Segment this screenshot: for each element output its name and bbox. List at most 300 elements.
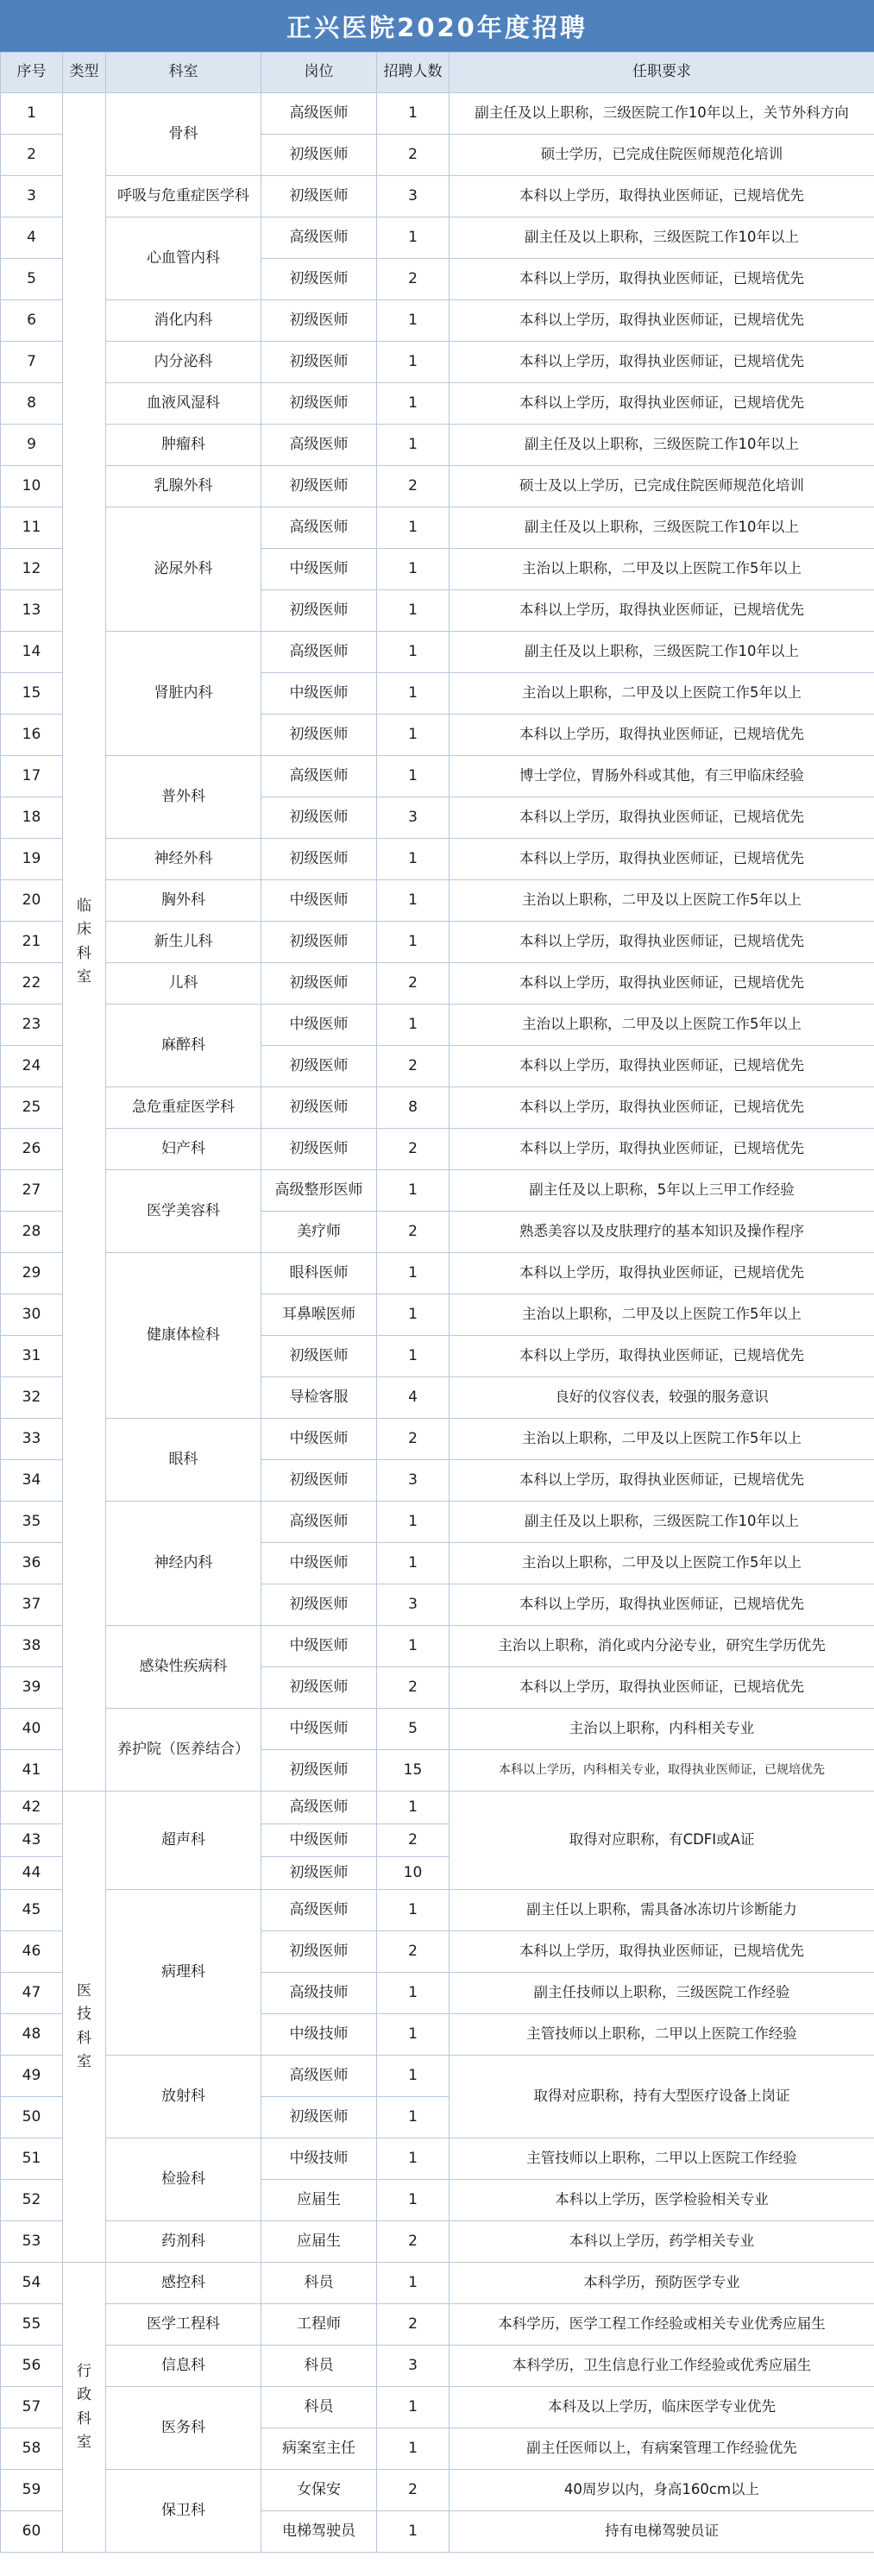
row-count: 1	[377, 2511, 450, 2553]
row-position: 中级医师	[261, 549, 377, 590]
row-count: 1	[377, 383, 450, 425]
row-position: 初级医师	[261, 1046, 377, 1087]
row-count: 1	[377, 425, 450, 466]
table-row	[1, 507, 874, 549]
row-seq: 25	[1, 1087, 63, 1129]
row-dept: 保卫科	[106, 2470, 261, 2553]
row-position: 初级医师	[261, 1129, 377, 1170]
row-count: 1	[377, 93, 450, 135]
row-dept: 超声科	[106, 1792, 261, 1890]
table-header-row	[1, 53, 874, 93]
row-requirements: 本科以上学历，取得执业医师证，已规培优先	[450, 797, 874, 839]
row-requirements: 副主任及以上职称，三级医院工作10年以上	[450, 217, 874, 259]
table-row	[1, 1792, 874, 1824]
row-position: 中级技师	[261, 2138, 377, 2180]
row-seq: 22	[1, 963, 63, 1005]
row-requirements: 副主任及以上职称，5年以上三甲工作经验	[450, 1170, 874, 1212]
row-dept: 神经内科	[106, 1502, 261, 1626]
row-seq: 20	[1, 880, 63, 922]
row-requirements: 副主任以上职称，需具备冰冻切片诊断能力	[450, 1890, 874, 1931]
row-position: 高级医师	[261, 756, 377, 797]
row-requirements: 40周岁以内，身高160cm以上	[450, 2470, 874, 2511]
row-count: 2	[377, 963, 450, 1005]
row-requirements: 主治以上职称，二甲及以上医院工作5年以上	[450, 1005, 874, 1046]
table-row	[1, 1087, 874, 1129]
row-dept: 内分泌科	[106, 342, 261, 383]
row-seq: 17	[1, 756, 63, 797]
table-row	[1, 466, 874, 507]
row-seq: 9	[1, 425, 63, 466]
row-requirements: 本科以上学历，取得执业医师证，已规培优先	[450, 1667, 874, 1709]
row-count: 15	[377, 1750, 450, 1792]
row-dept: 心血管内科	[106, 217, 261, 300]
row-count: 10	[377, 1857, 450, 1890]
row-dept: 妇产科	[106, 1129, 261, 1170]
row-requirements: 主管技师以上职称，二甲以上医院工作经验	[450, 2138, 874, 2180]
table-row	[1, 922, 874, 963]
row-seq: 26	[1, 1129, 63, 1170]
table-row	[1, 342, 874, 383]
row-requirements: 主治以上职称，二甲及以上医院工作5年以上	[450, 880, 874, 922]
header-position: 岗位	[261, 53, 377, 93]
row-requirements: 取得对应职称，有CDFI或A证	[450, 1792, 874, 1890]
row-count: 1	[377, 1502, 450, 1543]
row-count: 1	[377, 2387, 450, 2428]
row-seq: 54	[1, 2263, 63, 2304]
row-seq: 15	[1, 673, 63, 715]
table-row	[1, 1502, 874, 1543]
table-row	[1, 93, 874, 135]
row-position: 耳鼻喉医师	[261, 1294, 377, 1336]
row-position: 中级医师	[261, 1005, 377, 1046]
table-row	[1, 2346, 874, 2387]
row-dept: 医学美容科	[106, 1170, 261, 1253]
row-dept: 儿科	[106, 963, 261, 1005]
row-count: 1	[377, 217, 450, 259]
row-seq: 16	[1, 715, 63, 756]
row-requirements: 主治以上职称，二甲及以上医院工作5年以上	[450, 1294, 874, 1336]
row-requirements: 博士学位，胃肠外科或其他，有三甲临床经验	[450, 756, 874, 797]
row-count: 1	[377, 1792, 450, 1824]
row-position: 初级医师	[261, 383, 377, 425]
row-requirements: 本科以上学历，取得执业医师证，已规培优先	[450, 590, 874, 632]
row-seq: 3	[1, 176, 63, 217]
row-count: 2	[377, 2221, 450, 2263]
table-row	[1, 176, 874, 217]
row-requirements: 本科以上学历，取得执业医师证，已规培优先	[450, 839, 874, 880]
row-seq: 24	[1, 1046, 63, 1087]
row-dept: 新生儿科	[106, 922, 261, 963]
row-requirements: 本科以上学历，取得执业医师证，已规培优先	[450, 922, 874, 963]
table-row	[1, 2263, 874, 2304]
row-seq: 12	[1, 549, 63, 590]
table-row	[1, 1129, 874, 1170]
table-row	[1, 300, 874, 342]
row-seq: 32	[1, 1377, 63, 1419]
row-count: 2	[377, 1419, 450, 1460]
table-row	[1, 632, 874, 673]
row-position: 工程师	[261, 2304, 377, 2346]
row-dept: 消化内科	[106, 300, 261, 342]
row-count: 1	[377, 1890, 450, 1931]
row-seq: 58	[1, 2428, 63, 2470]
row-seq: 5	[1, 259, 63, 300]
row-dept: 病理科	[106, 1890, 261, 2056]
row-position: 初级医师	[261, 797, 377, 839]
row-position: 电梯驾驶员	[261, 2511, 377, 2553]
row-category: 行政科室	[63, 2263, 106, 2553]
row-position: 中级医师	[261, 880, 377, 922]
row-seq: 6	[1, 300, 63, 342]
row-requirements: 本科以上学历，内科相关专业，取得执业医师证，已规培优先	[450, 1750, 874, 1792]
row-seq: 45	[1, 1890, 63, 1931]
row-position: 初级医师	[261, 1750, 377, 1792]
row-count: 1	[377, 1543, 450, 1584]
table-row	[1, 1170, 874, 1212]
row-count: 1	[377, 1973, 450, 2014]
row-position: 初级医师	[261, 300, 377, 342]
table-row	[1, 1890, 874, 1931]
row-position: 初级医师	[261, 1667, 377, 1709]
table-row	[1, 1419, 874, 1460]
table-row	[1, 1709, 874, 1750]
table-row	[1, 2470, 874, 2511]
row-requirements: 副主任技师以上职称，三级医院工作经验	[450, 1973, 874, 2014]
row-requirements: 熟悉美容以及皮肤理疗的基本知识及操作程序	[450, 1212, 874, 1253]
row-seq: 14	[1, 632, 63, 673]
row-seq: 23	[1, 1005, 63, 1046]
row-position: 高级医师	[261, 507, 377, 549]
row-count: 2	[377, 466, 450, 507]
row-position: 科员	[261, 2387, 377, 2428]
row-count: 1	[377, 342, 450, 383]
table-row	[1, 963, 874, 1005]
row-dept: 急危重症医学科	[106, 1087, 261, 1129]
row-count: 1	[377, 507, 450, 549]
table-row	[1, 217, 874, 259]
row-seq: 10	[1, 466, 63, 507]
row-position: 初级医师	[261, 2097, 377, 2138]
row-seq: 39	[1, 1667, 63, 1709]
table-row	[1, 2304, 874, 2346]
row-count: 2	[377, 1046, 450, 1087]
row-count: 3	[377, 797, 450, 839]
row-count: 1	[377, 1626, 450, 1667]
table-row	[1, 383, 874, 425]
row-dept: 骨科	[106, 93, 261, 176]
row-position: 中级医师	[261, 673, 377, 715]
row-position: 眼科医师	[261, 1253, 377, 1294]
row-dept: 养护院（医养结合）	[106, 1709, 261, 1792]
row-dept: 呼吸与危重症医学科	[106, 176, 261, 217]
row-count: 1	[377, 715, 450, 756]
row-position: 高级医师	[261, 425, 377, 466]
row-position: 高级医师	[261, 217, 377, 259]
row-seq: 52	[1, 2180, 63, 2221]
row-dept: 肿瘤科	[106, 425, 261, 466]
row-requirements: 主治以上职称，二甲及以上医院工作5年以上	[450, 549, 874, 590]
row-seq: 11	[1, 507, 63, 549]
row-requirements: 本科以上学历，取得执业医师证，已规培优先	[450, 176, 874, 217]
row-dept: 肾脏内科	[106, 632, 261, 756]
header-count: 招聘人数	[377, 53, 450, 93]
row-position: 初级医师	[261, 1931, 377, 1973]
row-count: 2	[377, 1212, 450, 1253]
row-position: 应届生	[261, 2180, 377, 2221]
row-count: 1	[377, 2138, 450, 2180]
row-requirements: 本科以上学历，取得执业医师证，已规培优先	[450, 1087, 874, 1129]
row-position: 初级医师	[261, 1584, 377, 1626]
row-position: 中级医师	[261, 1626, 377, 1667]
row-seq: 30	[1, 1294, 63, 1336]
row-count: 1	[377, 1170, 450, 1212]
row-requirements: 本科以上学历，取得执业医师证，已规培优先	[450, 383, 874, 425]
row-dept: 医务科	[106, 2387, 261, 2470]
row-position: 高级医师	[261, 93, 377, 135]
row-count: 1	[377, 1005, 450, 1046]
row-position: 初级医师	[261, 922, 377, 963]
row-seq: 19	[1, 839, 63, 880]
row-seq: 31	[1, 1336, 63, 1377]
row-requirements: 本科以上学历，取得执业医师证，已规培优先	[450, 1253, 874, 1294]
row-requirements: 副主任及以上职称，三级医院工作10年以上	[450, 425, 874, 466]
row-category: 临床科室	[63, 93, 106, 1792]
recruitment-table	[0, 52, 874, 2553]
row-count: 2	[377, 1667, 450, 1709]
row-seq: 43	[1, 1824, 63, 1857]
row-requirements: 本科以上学历，医学检验相关专业	[450, 2180, 874, 2221]
row-count: 1	[377, 1294, 450, 1336]
row-requirements: 本科以上学历，取得执业医师证，已规培优先	[450, 1460, 874, 1502]
row-requirements: 持有电梯驾驶员证	[450, 2511, 874, 2553]
table-row	[1, 1005, 874, 1046]
row-seq: 53	[1, 2221, 63, 2263]
row-count: 3	[377, 176, 450, 217]
header-requirements: 任职要求	[450, 53, 874, 93]
row-position: 中级医师	[261, 1419, 377, 1460]
row-count: 2	[377, 2470, 450, 2511]
row-dept: 检验科	[106, 2138, 261, 2221]
row-position: 科员	[261, 2263, 377, 2304]
row-count: 2	[377, 135, 450, 176]
table-row	[1, 756, 874, 797]
row-requirements: 本科以上学历，取得执业医师证，已规培优先	[450, 1336, 874, 1377]
row-count: 1	[377, 1253, 450, 1294]
row-seq: 59	[1, 2470, 63, 2511]
row-count: 1	[377, 673, 450, 715]
row-position: 导检客服	[261, 1377, 377, 1419]
row-count: 1	[377, 2056, 450, 2097]
row-requirements: 本科学历，卫生信息行业工作经验或优秀应届生	[450, 2346, 874, 2387]
row-seq: 33	[1, 1419, 63, 1460]
row-dept: 胸外科	[106, 880, 261, 922]
row-requirements: 副主任及以上职称，三级医院工作10年以上	[450, 507, 874, 549]
row-requirements: 主治以上职称，二甲及以上医院工作5年以上	[450, 673, 874, 715]
row-requirements: 本科以上学历，取得执业医师证，已规培优先	[450, 1129, 874, 1170]
row-position: 高级医师	[261, 2056, 377, 2097]
row-count: 8	[377, 1087, 450, 1129]
row-position: 初级医师	[261, 1857, 377, 1890]
row-seq: 1	[1, 93, 63, 135]
row-count: 1	[377, 2180, 450, 2221]
row-dept: 泌尿外科	[106, 507, 261, 632]
row-requirements: 主治以上职称，内科相关专业	[450, 1709, 874, 1750]
row-position: 初级医师	[261, 1087, 377, 1129]
row-count: 2	[377, 1931, 450, 1973]
row-position: 高级医师	[261, 1792, 377, 1824]
row-count: 1	[377, 839, 450, 880]
row-dept: 眼科	[106, 1419, 261, 1502]
row-seq: 42	[1, 1792, 63, 1824]
row-dept: 乳腺外科	[106, 466, 261, 507]
row-position: 中级医师	[261, 1709, 377, 1750]
row-seq: 41	[1, 1750, 63, 1792]
row-requirements: 副主任及以上职称，三级医院工作10年以上	[450, 632, 874, 673]
row-requirements: 本科以上学历，取得执业医师证，已规培优先	[450, 963, 874, 1005]
row-position: 女保安	[261, 2470, 377, 2511]
row-dept: 放射科	[106, 2056, 261, 2138]
row-seq: 29	[1, 1253, 63, 1294]
row-count: 2	[377, 1824, 450, 1857]
header-category: 类型	[63, 53, 106, 93]
row-seq: 46	[1, 1931, 63, 1973]
page-title: 正兴医院2020年度招聘	[0, 0, 874, 52]
row-seq: 13	[1, 590, 63, 632]
row-position: 初级医师	[261, 259, 377, 300]
row-count: 1	[377, 2263, 450, 2304]
row-requirements: 本科以上学历，药学相关专业	[450, 2221, 874, 2263]
row-position: 高级医师	[261, 632, 377, 673]
row-position: 初级医师	[261, 1336, 377, 1377]
row-seq: 48	[1, 2014, 63, 2056]
row-position: 初级医师	[261, 342, 377, 383]
row-count: 1	[377, 632, 450, 673]
row-seq: 21	[1, 922, 63, 963]
row-seq: 47	[1, 1973, 63, 2014]
row-requirements: 取得对应职称，持有大型医疗设备上岗证	[450, 2056, 874, 2138]
row-count: 3	[377, 1460, 450, 1502]
row-requirements: 本科以上学历，取得执业医师证，已规培优先	[450, 715, 874, 756]
row-requirements: 本科以上学历，取得执业医师证，已规培优先	[450, 342, 874, 383]
row-requirements: 本科及以上学历，临床医学专业优先	[450, 2387, 874, 2428]
row-dept: 感控科	[106, 2263, 261, 2304]
header-seq: 序号	[1, 53, 63, 93]
row-seq: 37	[1, 1584, 63, 1626]
row-requirements: 硕士及以上学历，已完成住院医师规范化培训	[450, 466, 874, 507]
row-dept: 健康体检科	[106, 1253, 261, 1419]
row-requirements: 副主任医师以上，有病案管理工作经验优先	[450, 2428, 874, 2470]
row-seq: 7	[1, 342, 63, 383]
row-position: 高级技师	[261, 1973, 377, 2014]
row-count: 2	[377, 1129, 450, 1170]
row-position: 美疗师	[261, 1212, 377, 1253]
row-position: 初级医师	[261, 839, 377, 880]
row-seq: 2	[1, 135, 63, 176]
row-position: 高级医师	[261, 1502, 377, 1543]
row-count: 1	[377, 549, 450, 590]
row-category: 医技科室	[63, 1792, 106, 2263]
row-count: 1	[377, 2428, 450, 2470]
row-seq: 18	[1, 797, 63, 839]
table-row	[1, 880, 874, 922]
row-requirements: 本科以上学历，取得执业医师证，已规培优先	[450, 1046, 874, 1087]
row-position: 病案室主任	[261, 2428, 377, 2470]
row-seq: 8	[1, 383, 63, 425]
row-requirements: 副主任及以上职称，三级医院工作10年以上	[450, 1502, 874, 1543]
row-position: 科员	[261, 2346, 377, 2387]
row-position: 初级医师	[261, 466, 377, 507]
table-row	[1, 2056, 874, 2097]
row-seq: 34	[1, 1460, 63, 1502]
row-dept: 药剂科	[106, 2221, 261, 2263]
row-position: 中级医师	[261, 1824, 377, 1857]
row-dept: 神经外科	[106, 839, 261, 880]
table-row	[1, 839, 874, 880]
row-count: 1	[377, 1336, 450, 1377]
row-position: 高级医师	[261, 1890, 377, 1931]
row-requirements: 硕士学历，已完成住院医师规范化培训	[450, 135, 874, 176]
row-seq: 35	[1, 1502, 63, 1543]
table-row	[1, 1253, 874, 1294]
row-requirements: 本科学历，预防医学专业	[450, 2263, 874, 2304]
row-requirements: 主治以上职称，二甲及以上医院工作5年以上	[450, 1419, 874, 1460]
row-count: 3	[377, 1584, 450, 1626]
table-row	[1, 1626, 874, 1667]
row-position: 高级整形医师	[261, 1170, 377, 1212]
row-count: 1	[377, 922, 450, 963]
row-position: 初级医师	[261, 176, 377, 217]
row-seq: 56	[1, 2346, 63, 2387]
row-requirements: 主管技师以上职称，二甲以上医院工作经验	[450, 2014, 874, 2056]
row-count: 1	[377, 590, 450, 632]
row-requirements: 本科以上学历，取得执业医师证，已规培优先	[450, 1584, 874, 1626]
row-position: 中级技师	[261, 2014, 377, 2056]
row-dept: 信息科	[106, 2346, 261, 2387]
row-seq: 60	[1, 2511, 63, 2553]
row-seq: 27	[1, 1170, 63, 1212]
table-row	[1, 2138, 874, 2180]
row-position: 初级医师	[261, 1460, 377, 1502]
header-dept: 科室	[106, 53, 261, 93]
row-count: 4	[377, 1377, 450, 1419]
row-seq: 44	[1, 1857, 63, 1890]
row-position: 初级医师	[261, 590, 377, 632]
row-requirements: 本科以上学历，取得执业医师证，已规培优先	[450, 300, 874, 342]
row-position: 初级医师	[261, 135, 377, 176]
row-seq: 50	[1, 2097, 63, 2138]
row-requirements: 主治以上职称，消化或内分泌专业，研究生学历优先	[450, 1626, 874, 1667]
row-requirements: 副主任及以上职称，三级医院工作10年以上，关节外科方向	[450, 93, 874, 135]
row-seq: 4	[1, 217, 63, 259]
table-row	[1, 2221, 874, 2263]
row-count: 1	[377, 2014, 450, 2056]
row-count: 3	[377, 2346, 450, 2387]
row-count: 2	[377, 2304, 450, 2346]
row-position: 初级医师	[261, 963, 377, 1005]
row-dept: 医学工程科	[106, 2304, 261, 2346]
row-requirements: 本科以上学历，取得执业医师证，已规培优先	[450, 259, 874, 300]
row-position: 初级医师	[261, 715, 377, 756]
row-count: 1	[377, 2097, 450, 2138]
row-requirements: 本科学历，医学工程工作经验或相关专业优秀应届生	[450, 2304, 874, 2346]
table-row	[1, 425, 874, 466]
row-seq: 51	[1, 2138, 63, 2180]
row-dept: 麻醉科	[106, 1005, 261, 1087]
row-seq: 55	[1, 2304, 63, 2346]
row-seq: 38	[1, 1626, 63, 1667]
row-count: 5	[377, 1709, 450, 1750]
row-position: 应届生	[261, 2221, 377, 2263]
